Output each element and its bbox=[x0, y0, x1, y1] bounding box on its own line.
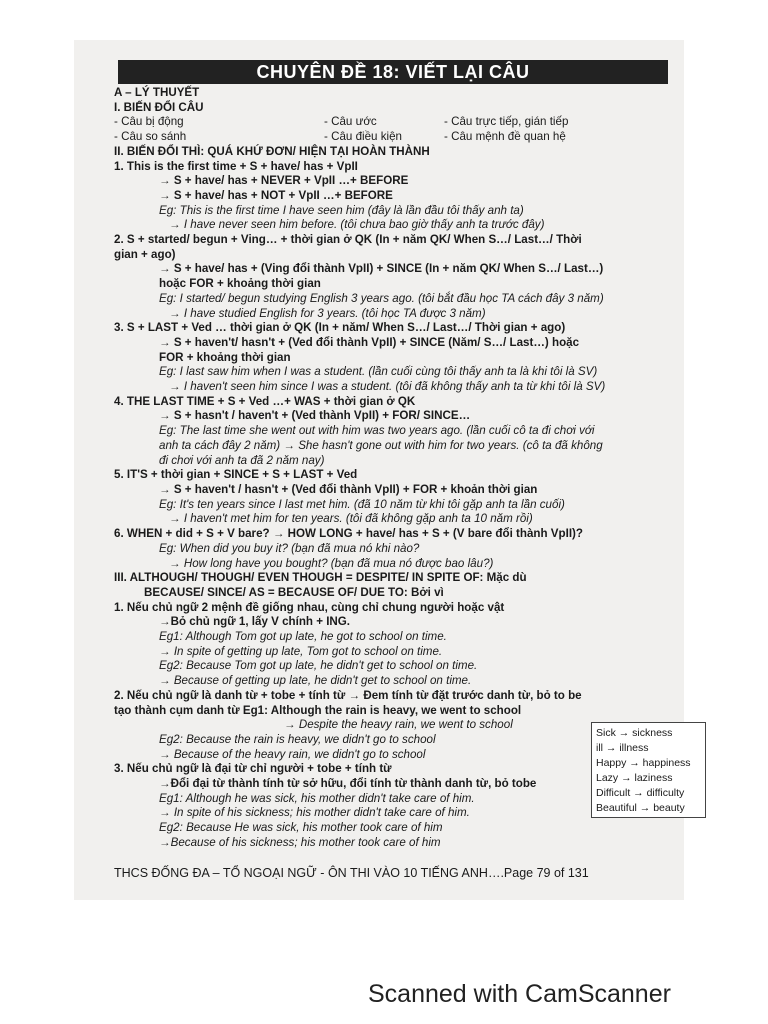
sentence-type: - Câu điều kiện bbox=[324, 130, 402, 144]
text-line: anh ta cách đây 2 năm) → She hasn't gone out with him for two years. (cô ta đã không bbox=[159, 438, 603, 452]
text-line: A – LÝ THUYẾT bbox=[114, 86, 200, 99]
text-line: → In spite of his sickness; his mother didn't take care of him. bbox=[159, 806, 470, 820]
sentence-type: - Câu ước bbox=[324, 115, 377, 129]
text-line: → Despite the heavy rain, we went to school bbox=[284, 718, 513, 732]
text-line: → I have studied English for 3 years. (tôi học TA được 3 năm) bbox=[169, 306, 486, 320]
sentence-types-row bbox=[114, 115, 674, 130]
text-line: FOR + khoảng thời gian bbox=[159, 350, 291, 364]
text-line: →Because of his sickness; his mother took care of him bbox=[159, 835, 441, 849]
text-line: → How long have you bought? (bạn đã mua nó được bao lâu?) bbox=[169, 556, 494, 570]
text-line: Eg2: Because the rain is heavy, we didn't go to school bbox=[159, 732, 436, 746]
text-line: đi chơi với anh ta đã 2 năm nay) bbox=[159, 453, 325, 467]
text-line: tạo thành cụm danh từ Eg1: Although the rain is heavy, we went to school bbox=[114, 703, 522, 717]
sentence-type: - Câu trực tiếp, gián tiếp bbox=[444, 115, 569, 129]
text-line: hoặc FOR + khoảng thời gian bbox=[159, 277, 321, 291]
noun-form-item: Beautiful → beauty bbox=[596, 802, 685, 814]
text-line: gian + ago) bbox=[114, 247, 176, 261]
page-footer: THCS ĐỐNG ĐA – TỔ NGOẠI NGỮ - ÔN THI VÀO 10 TIẾNG ANH….Page 79 of 131 bbox=[114, 866, 589, 880]
text-line: 1. This is the first time + S + have/ has + VpII bbox=[114, 159, 358, 173]
text-line: → S + haven't/ hasn't + (Ved đổi thành VpII) + SINCE (Năm/ S…/ Last…) hoặc bbox=[159, 335, 580, 349]
text-line: Eg: The last time she went out with him was two years ago. (lần cuối cô ta đi chơi với bbox=[159, 424, 595, 438]
text-line: → I haven't seen him since I was a student. (tôi đã không thấy anh ta từ khi tôi là SV) bbox=[169, 380, 606, 394]
text-line: Eg: I started/ begun studying English 3 years ago. (tôi bắt đầu học TA cách đây 3 năm) bbox=[159, 291, 604, 305]
text-line: → Because of the heavy rain, we didn't go to school bbox=[159, 747, 426, 761]
noun-form-item: ill → illness bbox=[596, 742, 649, 754]
text-line: Eg: I last saw him when I was a student. (lần cuối cùng tôi thấy anh ta là khi tôi là SV) bbox=[159, 365, 598, 379]
page-title: CHUYÊN ĐỀ 18: VIẾT LẠI CÂU bbox=[118, 60, 668, 84]
noun-form-item: Difficult → difficulty bbox=[596, 787, 685, 799]
document-body bbox=[114, 86, 674, 851]
text-line: → In spite of getting up late, Tom got to school on time. bbox=[159, 644, 443, 658]
text-line: → S + haven't / hasn't + (Ved đổi thành VpII) + FOR + khoản thời gian bbox=[159, 482, 538, 496]
sentence-type: - Câu so sánh bbox=[114, 130, 187, 144]
text-line: 1. Nếu chủ ngữ 2 mệnh đề giống nhau, cùng chỉ chung người hoặc vật bbox=[114, 600, 505, 614]
text-line: II. BIẾN ĐỔI THÌ: QUÁ KHỨ ĐƠN/ HIỆN TẠI HOÀN THÀNH bbox=[114, 144, 430, 158]
camscanner-watermark: Scanned with CamScanner bbox=[368, 980, 671, 1008]
sentence-type: - Câu mệnh đề quan hệ bbox=[444, 130, 566, 144]
text-line: BECAUSE/ SINCE/ AS = BECAUSE OF/ DUE TO: Bởi vì bbox=[144, 585, 444, 599]
sentence-type: - Câu bị động bbox=[114, 115, 184, 129]
text-line: 6. WHEN + did + S + V bare? → HOW LONG + have/ has + S + (V bare đổi thành VpII)? bbox=[114, 527, 583, 541]
noun-form-item: Sick → sickness bbox=[596, 727, 673, 739]
text-line: 3. S + LAST + Ved … thời gian ở QK (In + năm/ When S…/ Last…/ Thời gian + ago) bbox=[114, 321, 566, 335]
text-line: → S + have/ has + NEVER + VpII …+ BEFORE bbox=[159, 174, 409, 188]
text-line: → S + hasn't / haven't + (Ved thành VpII) + FOR/ SINCE… bbox=[159, 409, 471, 423]
text-line: → S + have/ has + NOT + VpII …+ BEFORE bbox=[159, 188, 393, 202]
text-line: Eg2: Because He was sick, his mother took care of him bbox=[159, 821, 443, 835]
text-line: Eg: This is the first time I have seen him (đây là lần đầu tôi thấy anh ta) bbox=[159, 203, 524, 217]
text-line: 4. THE LAST TIME + S + Ved …+ WAS + thời gian ở QK bbox=[114, 394, 416, 408]
text-line: Eg1: Although he was sick, his mother didn't take care of him. bbox=[159, 791, 475, 805]
text-line: 3. Nếu chủ ngữ là đại từ chỉ người + tobe + tính từ bbox=[114, 762, 392, 776]
text-line: 2. S + started/ begun + Ving… + thời gian ở QK (In + năm QK/ When S…/ Last…/ Thời bbox=[114, 233, 582, 247]
text-line: →Đổi đại từ thành tính từ sở hữu, đổi tính từ thành danh từ, bỏ tobe bbox=[159, 777, 537, 791]
text-line: → S + have/ has + (Ving đổi thành VpII) + SINCE (In + năm QK/ When S…/ Last…) bbox=[159, 262, 604, 276]
text-line: 5. IT'S + thời gian + SINCE + S + LAST + Ved bbox=[114, 468, 358, 482]
text-line: → I have never seen him before. (tôi chưa bao giờ thấy anh ta trước đây) bbox=[169, 218, 545, 232]
noun-forms-box bbox=[591, 722, 706, 818]
text-line: →Bỏ chủ ngữ 1, lấy V chính + ING. bbox=[159, 615, 351, 629]
text-line: I. BIẾN ĐỔI CÂU bbox=[114, 100, 204, 114]
text-line: III. ALTHOUGH/ THOUGH/ EVEN THOUGH = DESPITE/ IN SPITE OF: Mặc dù bbox=[114, 571, 527, 585]
sentence-types-row bbox=[114, 130, 674, 145]
noun-form-item: Happy → happiness bbox=[596, 757, 691, 769]
text-line: → Because of getting up late, he didn't get to school on time. bbox=[159, 674, 472, 688]
text-line: Eg1: Although Tom got up late, he got to school on time. bbox=[159, 630, 447, 644]
text-line: Eg2: Because Tom got up late, he didn't get to school on time. bbox=[159, 659, 478, 673]
text-line: → I haven't met him for ten years. (tôi đã không gặp anh ta 10 năm rồi) bbox=[169, 512, 533, 526]
noun-form-item: Lazy → laziness bbox=[596, 772, 673, 784]
text-line: Eg: When did you buy it? (bạn đã mua nó khi nào? bbox=[159, 541, 420, 555]
text-line: 2. Nếu chủ ngữ là danh từ + tobe + tính từ → Đem tính từ đặt trước danh từ, bỏ to be bbox=[114, 688, 582, 702]
text-line: Eg: It's ten years since I last met him. (đã 10 năm từ khi tôi gặp anh ta lần cuối) bbox=[159, 497, 565, 511]
